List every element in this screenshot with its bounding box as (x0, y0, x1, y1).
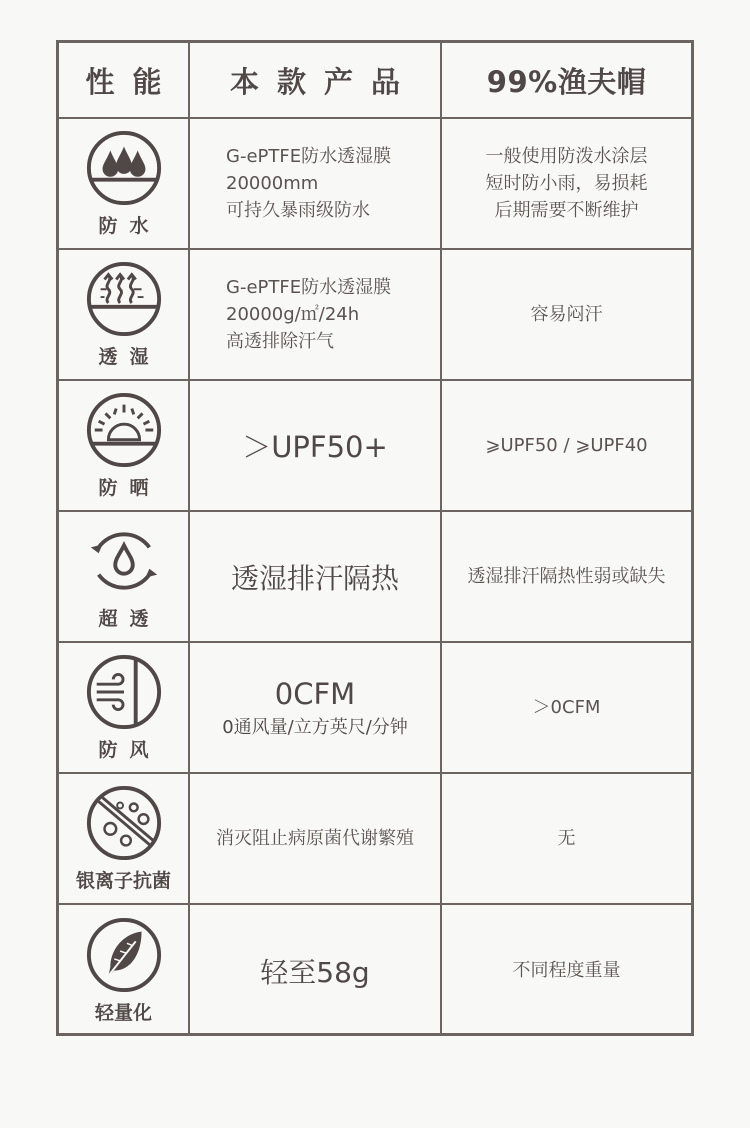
drop-cycle-icon (85, 522, 163, 600)
competitor-line: 容易闷汗 (530, 304, 603, 325)
feature-label: 轻量化 (94, 1002, 152, 1024)
breathable-icon (85, 260, 163, 338)
product-line: G-ePTFE防水透湿膜 (226, 146, 392, 167)
product-line: 20000g/㎡/24h (226, 304, 360, 325)
product-line: 可持久暴雨级防水 (226, 200, 370, 221)
competitor-line: 透湿排汗隔热性弱或缺失 (467, 566, 666, 587)
product-value: 透湿排汗隔热 (230, 561, 399, 595)
feature-cell-antibacterial (59, 774, 190, 905)
product-cell (190, 119, 442, 250)
feature-label: 防风 (98, 739, 161, 761)
header-competitor: 99%渔夫帽 (442, 43, 691, 119)
feature-cell-windproof (59, 643, 190, 774)
product-cell (190, 643, 442, 774)
competitor-cell (442, 643, 691, 774)
product-line: 高透排除汗气 (226, 331, 334, 352)
sun-icon (85, 391, 163, 469)
competitor-line: 一般使用防泼水涂层 (485, 146, 648, 167)
comparison-table (56, 40, 694, 1036)
competitor-cell (442, 381, 691, 512)
feature-cell-ultra (59, 512, 190, 643)
competitor-line: 无 (557, 828, 576, 849)
competitor-line: ⩾UPF50 / ⩾UPF40 (485, 435, 648, 456)
product-value: 轻至58g (260, 955, 370, 989)
competitor-cell (442, 119, 691, 250)
wind-icon (85, 653, 163, 731)
competitor-cell (442, 905, 691, 1036)
feature-label: 超透 (98, 608, 161, 630)
product-cell (190, 250, 442, 381)
competitor-cell (442, 250, 691, 381)
product-value: ＞UPF50+ (242, 430, 388, 464)
product-value: 0CFM (274, 676, 356, 711)
product-cell (190, 905, 442, 1036)
header-feature: 性能 (59, 43, 190, 119)
product-cell (190, 381, 442, 512)
feature-label: 防晒 (98, 477, 161, 499)
competitor-cell (442, 512, 691, 643)
product-line: G-ePTFE防水透湿膜 (226, 277, 392, 298)
product-line: 20000mm (226, 173, 319, 194)
product-cell (190, 512, 442, 643)
feature-cell-breathable (59, 250, 190, 381)
feature-label: 透湿 (98, 346, 161, 368)
product-line: 消灭阻止病原菌代谢繁殖 (216, 828, 414, 849)
feature-cell-sunproof (59, 381, 190, 512)
competitor-cell (442, 774, 691, 905)
feature-cell-waterproof (59, 119, 190, 250)
header-product: 本款产品 (190, 43, 442, 119)
competitor-line: ＞0CFM (532, 697, 601, 718)
feather-icon (85, 916, 163, 994)
competitor-line: 后期需要不断维护 (494, 200, 639, 221)
feature-cell-lightweight (59, 905, 190, 1036)
product-cell (190, 774, 442, 905)
feature-label: 防水 (98, 215, 161, 237)
antibacterial-icon (85, 784, 163, 862)
feature-label: 银离子抗菌 (75, 870, 171, 892)
competitor-line: 不同程度重量 (512, 960, 621, 981)
competitor-line: 短时防小雨，易损耗 (485, 173, 648, 194)
product-subtext: 0通风量/立方英尺/分钟 (222, 716, 408, 738)
waterproof-icon (85, 129, 163, 207)
